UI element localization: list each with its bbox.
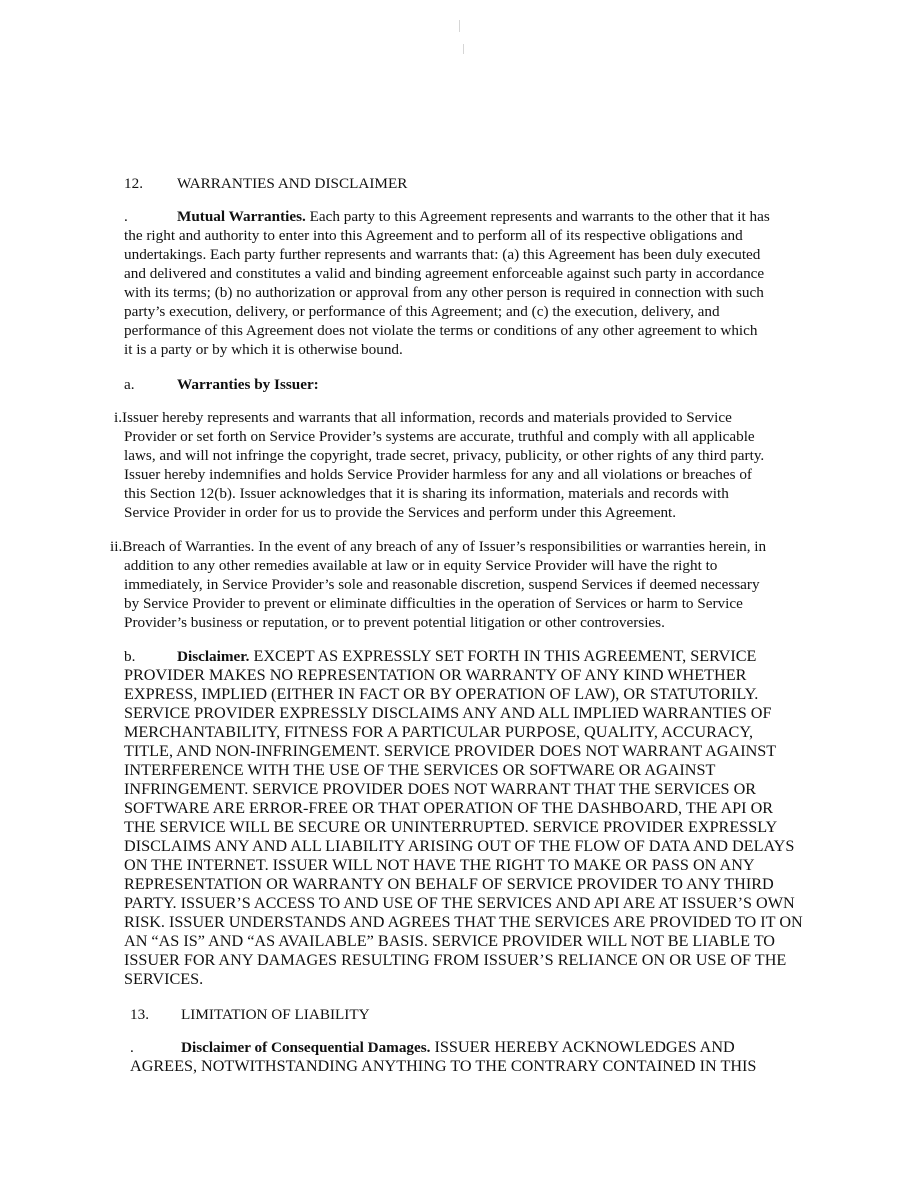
paragraph-marker: a. xyxy=(124,376,135,393)
paragraph-line: and delivered and constitutes a valid and binding agreement enforceable against such party in accordance xyxy=(124,265,765,282)
paragraph-marker: . xyxy=(130,1039,134,1056)
section-12-heading xyxy=(124,174,143,193)
paragraph-line: AN “AS IS” AND “AS AVAILABLE” BASIS. SERVICE PROVIDER WILL NOT BE LIABLE TO xyxy=(124,932,776,950)
disclaimer-first-line xyxy=(177,647,756,666)
text-run: EXCEPT AS EXPRESSLY SET FORTH IN THIS AGREEMENT, SERVICE xyxy=(249,647,757,665)
paragraph-line: performance of this Agreement does not violate the terms or conditions of any other agreement to which xyxy=(124,322,758,339)
paragraph-line: PROVIDER MAKES NO REPRESENTATION OR WARRANTY OF ANY KIND WHETHER xyxy=(124,666,747,684)
paragraph-line: addition to any other remedies available at law or in equity Service Provider will have the right to xyxy=(124,557,718,574)
paragraph-line: by Service Provider to prevent or eliminate difficulties in the operation of Services or harm to Service xyxy=(124,595,743,612)
consequential-damages-heading: Disclaimer of Consequential Damages. xyxy=(181,1039,431,1056)
paragraph-line: SERVICE PROVIDER EXPRESSLY DISCLAIMS ANY AND ALL IMPLIED WARRANTIES OF xyxy=(124,704,772,722)
paragraph-line: DISCLAIMS ANY AND ALL LIABILITY ARISING OUT OF THE FLOW OF DATA AND DELAYS xyxy=(124,837,795,855)
paragraph-line: AGREES, NOTWITHSTANDING ANYTHING TO THE CONTRARY CONTAINED IN THIS xyxy=(130,1057,757,1075)
paragraph-line: RISK. ISSUER UNDERSTANDS AND AGREES THAT THE SERVICES ARE PROVIDED TO IT ON xyxy=(124,913,803,931)
paragraph-line: ISSUER FOR ANY DAMAGES RESULTING FROM ISSUER’S RELIANCE ON OR USE OF THE xyxy=(124,951,787,969)
section-13-title: LIMITATION OF LIABILITY xyxy=(181,1006,370,1023)
paragraph-marker: b. xyxy=(124,648,136,665)
paragraph-line: i.Issuer hereby represents and warrants that all information, records and materials provided to Service xyxy=(114,409,732,426)
paragraph-line: SERVICES. xyxy=(124,970,204,988)
scan-mark xyxy=(463,44,464,54)
paragraph-marker: . xyxy=(124,208,128,225)
paragraph-line: Issuer hereby indemnifies and holds Service Provider harmless for any and all violations or breaches of xyxy=(124,466,752,483)
paragraph-line: EXPRESS, IMPLIED (EITHER IN FACT OR BY OPERATION OF LAW), OR STATUTORILY. xyxy=(124,685,759,703)
paragraph-line: SOFTWARE ARE ERROR-FREE OR THAT OPERATION OF THE DASHBOARD, THE API OR xyxy=(124,799,774,817)
paragraph-line: THE SERVICE WILL BE SECURE OR UNINTERRUPTED. SERVICE PROVIDER EXPRESSLY xyxy=(124,818,778,836)
paragraph-line: PARTY. ISSUER’S ACCESS TO AND USE OF THE SERVICES AND API ARE AT ISSUER’S OWN xyxy=(124,894,795,912)
paragraph-line: REPRESENTATION OR WARRANTY ON BEHALF OF SERVICE PROVIDER TO ANY THIRD xyxy=(124,875,774,893)
mutual-warranties-first-line xyxy=(177,207,770,226)
paragraph-line: this Section 12(b). Issuer acknowledges that it is sharing its information, materials and records with xyxy=(124,485,729,502)
section-number: 12. xyxy=(124,175,143,192)
consequential-damages-first-line xyxy=(181,1038,735,1057)
paragraph-line: ON THE INTERNET. ISSUER WILL NOT HAVE THE RIGHT TO MAKE OR PASS ON ANY xyxy=(124,856,755,874)
section-12-title: WARRANTIES AND DISCLAIMER xyxy=(177,175,408,192)
text-run: Each party to this Agreement represents and warrants to the other that it has xyxy=(305,208,770,225)
mutual-warranties-heading: Mutual Warranties. xyxy=(177,208,306,225)
paragraph-line: with its terms; (b) no authorization or approval from any other person is required in connection with such xyxy=(124,284,764,301)
warranties-by-issuer-heading: Warranties by Issuer: xyxy=(177,376,319,393)
paragraph-line: the right and authority to enter into this Agreement and to perform all of its respective obligations and xyxy=(124,227,743,244)
disclaimer-heading: Disclaimer. xyxy=(177,648,250,665)
paragraph-line: it is a party or by which it is otherwise bound. xyxy=(124,341,403,358)
paragraph-line: Provider’s business or reputation, or to prevent potential litigation or other controversies. xyxy=(124,614,665,631)
scan-mark xyxy=(459,20,460,32)
section-13-number: 13. xyxy=(130,1006,149,1023)
paragraph-line: MERCHANTABILITY, FITNESS FOR A PARTICULAR PURPOSE, QUALITY, ACCURACY, xyxy=(124,723,754,741)
paragraph-line: undertakings. Each party further represents and warrants that: (a) this Agreement has been duly executed xyxy=(124,246,761,263)
paragraph-line: TITLE, AND NON-INFRINGEMENT. SERVICE PROVIDER DOES NOT WARRANT AGAINST xyxy=(124,742,777,760)
paragraph-line: Service Provider in order for us to provide the Services and perform under this Agreement. xyxy=(124,504,677,521)
paragraph-line: Provider or set forth on Service Provider’s systems are accurate, truthful and comply with all applicable xyxy=(124,428,755,445)
paragraph-line: party’s execution, delivery, or performance of this Agreement; and (c) the execution, delivery, and xyxy=(124,303,720,320)
paragraph-line: laws, and will not infringe the copyright, trade secret, privacy, publicity, or other rights of any third party. xyxy=(124,447,765,464)
paragraph-line: INFRINGEMENT. SERVICE PROVIDER DOES NOT WARRANT THAT THE SERVICES OR xyxy=(124,780,757,798)
text-run: ISSUER HEREBY ACKNOWLEDGES AND xyxy=(430,1038,735,1056)
paragraph-line: ii.Breach of Warranties. In the event of any breach of any of Issuer’s responsibilities or warranties herein, in xyxy=(110,538,767,555)
paragraph-line: INTERFERENCE WITH THE USE OF THE SERVICES OR SOFTWARE OR AGAINST xyxy=(124,761,716,779)
paragraph-line: immediately, in Service Provider’s sole and reasonable discretion, suspend Services if deemed necessary xyxy=(124,576,760,593)
